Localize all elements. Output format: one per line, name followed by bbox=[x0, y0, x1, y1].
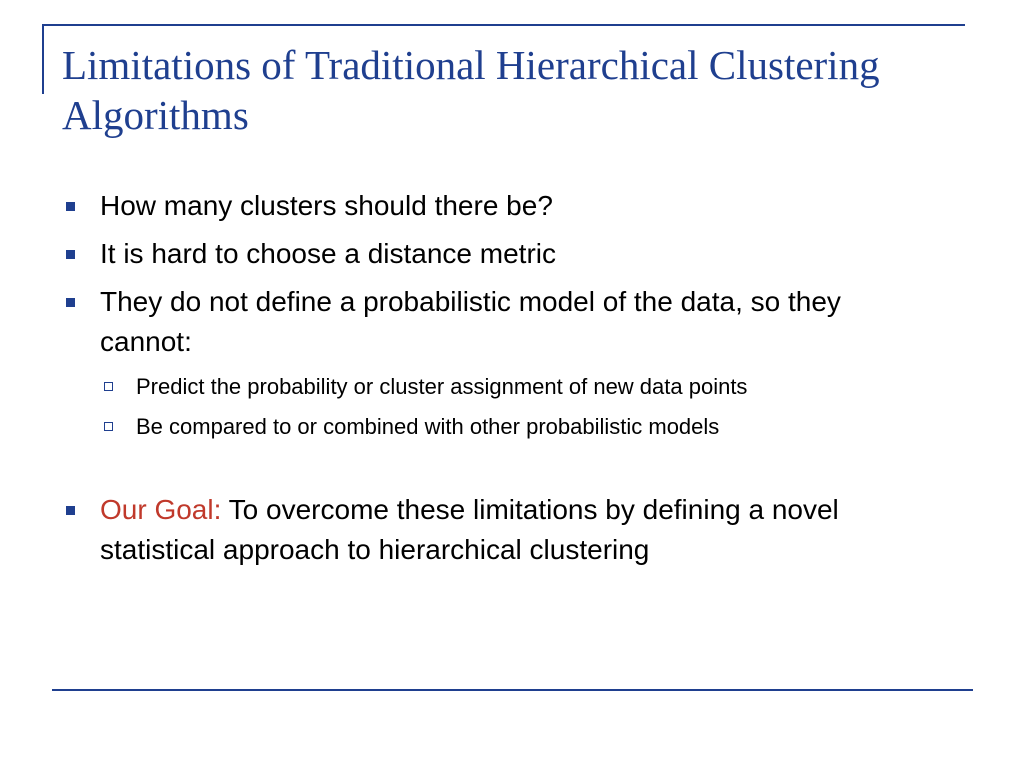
bullet-text: They do not define a probabilistic model of the data, so they cannot: bbox=[100, 286, 841, 357]
goal-item bbox=[64, 490, 940, 570]
hollow-square-bullet-icon bbox=[104, 382, 113, 391]
bullet-item bbox=[64, 234, 940, 274]
sub-bullet-text: Predict the probability or cluster assignment of new data points bbox=[136, 374, 748, 399]
footer-rule bbox=[52, 689, 973, 691]
bullet-item bbox=[64, 186, 940, 226]
sub-bullet-text: Be compared to or combined with other probabilistic models bbox=[136, 414, 720, 439]
square-bullet-icon bbox=[66, 298, 75, 307]
title-top-rule bbox=[42, 24, 965, 26]
slide-title: Limitations of Traditional Hierarchical Clustering Algorithms bbox=[62, 42, 880, 138]
bullet-text: It is hard to choose a distance metric bbox=[100, 238, 556, 269]
bullet-item bbox=[64, 282, 940, 362]
title-vertical-rule bbox=[42, 24, 44, 94]
sub-bullet-item bbox=[64, 410, 976, 444]
hollow-square-bullet-icon bbox=[104, 422, 113, 431]
spacer bbox=[64, 450, 964, 490]
square-bullet-icon bbox=[66, 250, 75, 259]
square-bullet-icon bbox=[66, 506, 75, 515]
square-bullet-icon bbox=[66, 202, 75, 211]
goal-label: Our Goal: bbox=[100, 494, 222, 525]
slide-body bbox=[64, 186, 964, 578]
bullet-text: How many clusters should there be? bbox=[100, 190, 553, 221]
goal-text: To overcome these limitations by defining a novel statistical approach to hierarchical clustering bbox=[100, 494, 839, 565]
sub-bullet-item bbox=[64, 370, 976, 404]
